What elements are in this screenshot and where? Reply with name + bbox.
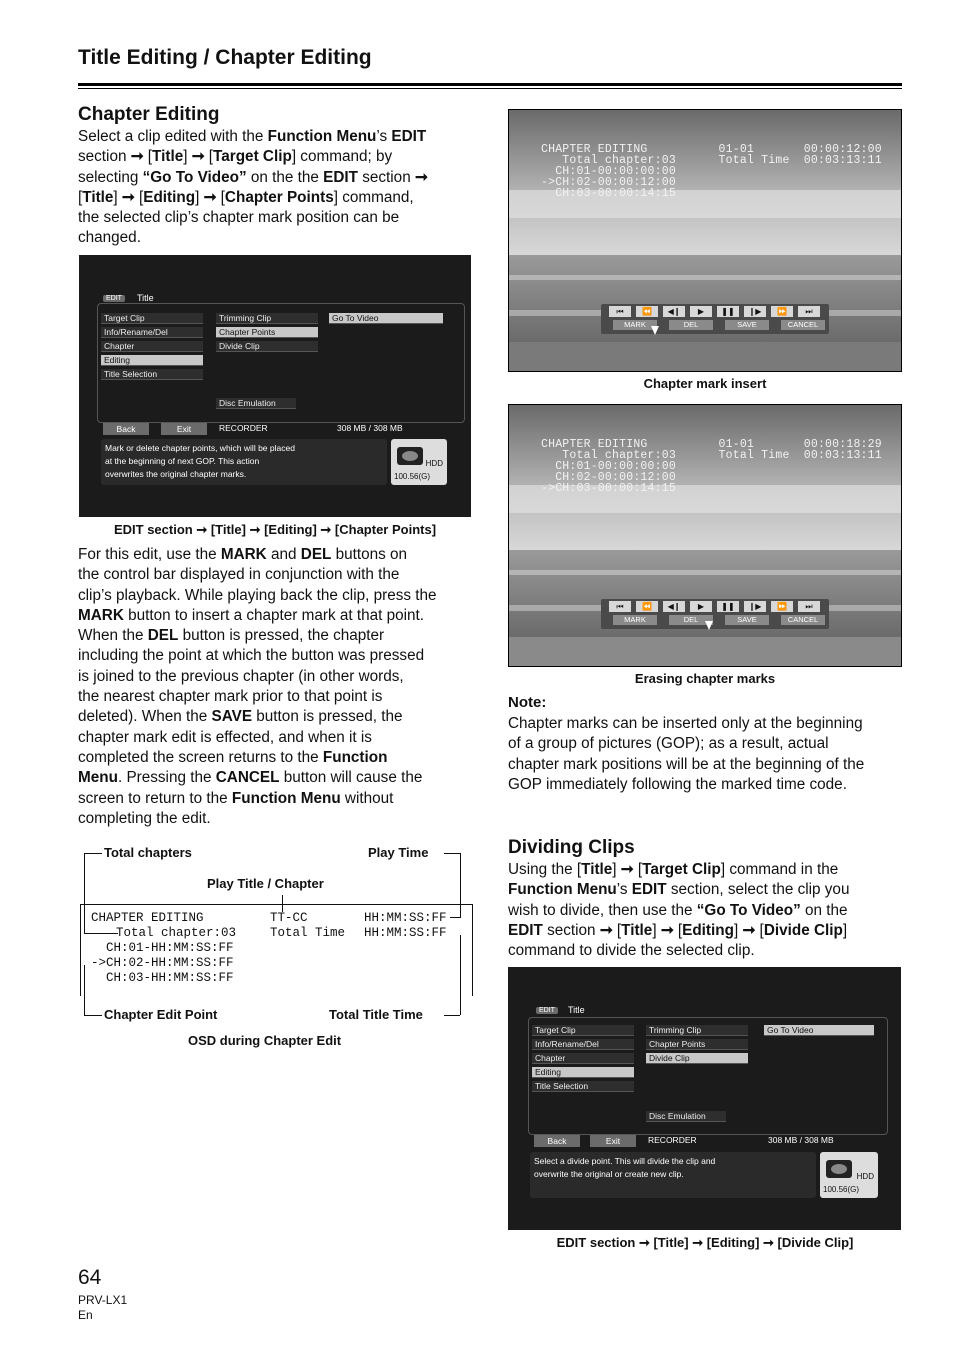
play-button[interactable]: ▶	[690, 306, 712, 317]
text-line: chapter mark edit is effected, and when it is	[78, 728, 372, 746]
note-body	[508, 714, 908, 795]
menu-item-chapter[interactable]: Chapter	[532, 1053, 634, 1064]
menu-item-title-selection[interactable]: Title Selection	[101, 369, 203, 380]
fast-forward-button[interactable]: ⏩	[771, 306, 793, 317]
label-chapter-edit-point: Chapter Edit Point	[104, 1007, 218, 1022]
note-line: GOP immediately following the marked time code.	[508, 775, 847, 793]
osd-box-right	[472, 904, 473, 996]
figure-caption-mark-insert: Chapter mark insert	[643, 376, 767, 391]
connector	[460, 935, 461, 1015]
arrow-icon: ➞	[660, 921, 674, 939]
note-line: Chapter marks can be inserted only at the beginning	[508, 715, 863, 732]
osd-row2-left: Total chapter:03	[116, 926, 237, 940]
osd-text	[541, 439, 882, 494]
text-line: screen to return to the Function Menu without	[78, 789, 394, 807]
text-line: completed the screen returns to the Function	[78, 748, 388, 766]
text-line: including the point at which the button was pressed	[78, 647, 425, 665]
step-forward-button[interactable]: ❙▶	[744, 306, 766, 317]
text-line: Select a clip edited with the Function Menu’s EDIT	[78, 128, 427, 145]
header-rule-thin	[78, 88, 902, 89]
pause-button[interactable]: ❚❚	[717, 601, 739, 612]
chapter-editing-body	[78, 545, 478, 829]
osd-row2-mid: Total Time	[270, 926, 346, 940]
text-line: clip’s playback. While playing back the clip, press the	[78, 586, 437, 604]
menu-item-info[interactable]: Info/Rename/Del	[532, 1039, 634, 1050]
save-button[interactable]: SAVE	[725, 320, 769, 330]
capacity-readout: 308 MB / 308 MB	[337, 423, 403, 433]
text-line: deleted). When the SAVE button is pressed, the	[78, 708, 403, 726]
hdd-box	[391, 439, 447, 485]
disc-emulation-item[interactable]: Disc Emulation	[646, 1111, 726, 1122]
osd-line: CH:01-00:00:00:00	[541, 165, 676, 178]
text-line: selecting “Go To Video” on the the EDIT section ➞	[78, 168, 478, 188]
figure-caption-divide-clip: EDIT section ➞ [Title] ➞ [Editing] ➞ [Divide Clip]	[556, 1235, 854, 1250]
go-to-video-option[interactable]: Go To Video	[764, 1025, 874, 1036]
label-play-title-chapter: Play Title / Chapter	[207, 876, 324, 891]
arrow-icon: ➞	[203, 188, 217, 206]
text-line: is joined to the previous chapter (in other words,	[78, 667, 404, 685]
play-button[interactable]: ▶	[690, 601, 712, 612]
text-line: Function Menu’s EDIT section, select the clip you	[508, 881, 850, 899]
arrow-icon: ➞	[414, 168, 428, 186]
osd-text	[541, 144, 882, 199]
arrow-icon: ➞	[742, 921, 756, 939]
model-label: PRV-LX1	[78, 1293, 128, 1307]
text-line: the nearest chapter mark prior to that point is	[78, 688, 383, 706]
back-button[interactable]: Back	[103, 423, 149, 435]
message-line: overwrite the original or create new clip.	[534, 1169, 684, 1179]
label-play-time: Play Time	[368, 845, 429, 860]
osd-diagram	[78, 840, 478, 1055]
osd-chapter-row: ->CH:02-HH:MM:SS:FF	[91, 956, 234, 970]
hdd-box	[820, 1152, 878, 1198]
message-line: Mark or delete chapter points, which will be placed	[105, 443, 295, 453]
connector	[84, 965, 85, 1015]
text-line: [Title] ➞ [Editing] ➞ [Chapter Points] command,	[78, 188, 478, 208]
sub-item-chapter-points[interactable]: Chapter Points	[646, 1039, 748, 1050]
osd-row1-left: CHAPTER EDITING	[91, 911, 204, 925]
arrow-icon: ➞	[599, 921, 613, 939]
sub-item-trimming[interactable]: Trimming Clip	[646, 1025, 748, 1036]
step-forward-button[interactable]: ❙▶	[744, 601, 766, 612]
hdd-size: 100.56(G)	[394, 472, 431, 481]
mark-button[interactable]: MARK	[613, 320, 657, 330]
header-rule	[78, 83, 902, 86]
menu-message	[101, 439, 387, 485]
fast-forward-button[interactable]: ⏩	[771, 601, 793, 612]
text-line: wish to divide, then use the “Go To Video” on the	[508, 901, 848, 919]
osd-line: ->CH:03-00:00:14:15	[541, 482, 676, 495]
hdd-size: 100.56(G)	[823, 1185, 860, 1194]
osd-row1-right: HH:MM:SS:FF	[364, 911, 447, 925]
osd-line: Total chapter:03 Total Time 00:03:13:11	[541, 154, 882, 167]
mark-button[interactable]: MARK	[613, 615, 657, 625]
arrow-icon: ➞	[130, 148, 144, 166]
connector	[84, 1015, 102, 1016]
text-line: Menu. Pressing the CANCEL button will cause the	[78, 769, 423, 787]
connector	[450, 917, 461, 918]
go-to-video-option[interactable]: Go To Video	[329, 313, 443, 324]
text-line: the control bar displayed in conjunction with the	[78, 566, 400, 584]
connector	[84, 853, 102, 854]
language-label: En	[78, 1308, 93, 1322]
connector	[444, 853, 460, 854]
text-line: command to divide the selected clip.	[508, 942, 755, 960]
label-total-chapters: Total chapters	[104, 845, 192, 860]
osd-box-top	[80, 904, 472, 905]
text-line: EDIT section ➞ [Title] ➞ [Editing] ➞ [Divide Clip]	[508, 921, 908, 941]
page-number: 64	[78, 1266, 102, 1289]
text-line: MARK button to insert a chapter mark at that point.	[78, 606, 425, 624]
recorder-label: RECORDER	[648, 1135, 697, 1145]
text-line: When the DEL button is pressed, the chapter	[78, 627, 385, 645]
hdd-label: HDD	[425, 459, 443, 468]
menu-item-editing[interactable]: Editing	[532, 1067, 634, 1078]
rewind-button[interactable]: ⏪	[636, 306, 658, 317]
exit-button[interactable]: Exit	[590, 1135, 636, 1147]
text-line: For this edit, use the MARK and DEL buttons on	[78, 546, 408, 563]
skip-forward-button[interactable]: ⏭	[798, 601, 820, 612]
dividing-clips-body	[508, 860, 908, 961]
osd-box-left	[80, 904, 81, 996]
menu-item-target-clip[interactable]: Target Clip	[101, 313, 203, 324]
figure-caption-chapter-points: EDIT section ➞ [Title] ➞ [Editing] ➞ [Chapter Points]	[113, 522, 437, 537]
step-back-button[interactable]: ◀❙	[663, 601, 685, 612]
menu-item-chapter[interactable]: Chapter	[101, 341, 203, 352]
video-screenshot-mark-insert	[508, 109, 902, 372]
text-line: section ➞ [Title] ➞ [Target Clip] command; by	[78, 147, 478, 167]
edit-tab: EDIT	[103, 295, 125, 302]
recorder-label: RECORDER	[219, 423, 268, 433]
osd-line: CH:01-00:00:00:00	[541, 460, 676, 473]
save-button[interactable]: SAVE	[725, 615, 769, 625]
sub-item-trimming[interactable]: Trimming Clip	[216, 313, 318, 324]
text-line: changed.	[78, 229, 141, 247]
message-line: Select a divide point. This will divide the clip and	[534, 1156, 716, 1166]
chapter-editing-heading: Chapter Editing	[78, 104, 220, 125]
control-bar	[601, 599, 829, 629]
step-back-button[interactable]: ◀❙	[663, 306, 685, 317]
arrow-icon: ➞	[191, 148, 205, 166]
skip-back-button[interactable]: ⏮	[609, 306, 631, 317]
cancel-button[interactable]: CANCEL	[781, 615, 825, 625]
connector	[460, 853, 461, 917]
chapter-editing-intro	[78, 127, 478, 249]
skip-forward-button[interactable]: ⏭	[798, 306, 820, 317]
osd-row1-mid: TT-CC	[270, 911, 308, 925]
hdd-label: HDD	[856, 1172, 874, 1181]
arrow-icon: ➞	[620, 861, 634, 878]
osd-diagram-caption: OSD during Chapter Edit	[188, 1033, 342, 1048]
osd-line: CH:03-00:00:14:15	[541, 187, 676, 200]
back-button[interactable]: Back	[534, 1135, 580, 1147]
osd-line: ->CH:02-00:00:12:00	[541, 176, 676, 189]
dividing-clips-heading: Dividing Clips	[508, 837, 635, 858]
message-line: overwrites the original chapter marks.	[105, 469, 247, 479]
cancel-button[interactable]: CANCEL	[781, 320, 825, 330]
figure-caption-erase: Erasing chapter marks	[634, 671, 776, 686]
menu-message	[530, 1152, 816, 1198]
menu-item-title-selection[interactable]: Title Selection	[532, 1081, 634, 1092]
label-total-title-time: Total Title Time	[329, 1007, 423, 1022]
connector	[84, 933, 118, 934]
edit-tab: EDIT	[536, 1007, 558, 1014]
tab-title: Title	[137, 293, 154, 303]
hdd-icon	[395, 443, 425, 469]
rewind-button[interactable]: ⏪	[636, 601, 658, 612]
osd-line: CH:02-00:00:12:00	[541, 471, 676, 484]
arrow-icon: ➞	[121, 188, 135, 206]
osd-chapter-row: CH:03-HH:MM:SS:FF	[91, 971, 234, 985]
text-line: the selected clip’s chapter mark position can be	[78, 209, 400, 227]
video-screenshot-erase	[508, 404, 902, 667]
osd-line: CHAPTER EDITING 01-01 00:00:12:00	[541, 143, 882, 156]
skip-back-button[interactable]: ⏮	[609, 601, 631, 612]
osd-row2-right: HH:MM:SS:FF	[364, 926, 447, 940]
sub-item-divide-clip[interactable]: Divide Clip	[646, 1053, 748, 1064]
menu-screenshot-divide-clip	[508, 967, 901, 1230]
osd-line: CHAPTER EDITING 01-01 00:00:18:29	[541, 438, 882, 451]
note-line: of a group of pictures (GOP); as a result, actual	[508, 735, 829, 753]
text-line: completing the edit.	[78, 809, 211, 827]
osd-chapter-row: CH:01-HH:MM:SS:FF	[91, 941, 234, 955]
hdd-icon	[824, 1156, 854, 1182]
menu-item-editing[interactable]: Editing	[101, 355, 203, 366]
page-title: Title Editing / Chapter Editing	[78, 46, 372, 69]
menu-item-info[interactable]: Info/Rename/Del	[101, 327, 203, 338]
text-line: Using the [Title] ➞ [Target Clip] command in the	[508, 860, 908, 880]
exit-button[interactable]: Exit	[161, 423, 207, 435]
sub-item-divide-clip[interactable]: Divide Clip	[216, 341, 318, 352]
note-label: Note:	[508, 694, 547, 711]
capacity-readout: 308 MB / 308 MB	[768, 1135, 834, 1145]
pause-button[interactable]: ❚❚	[717, 306, 739, 317]
del-button[interactable]: DEL	[669, 320, 713, 330]
connector	[444, 1015, 460, 1016]
pointer-cursor-icon	[651, 326, 659, 335]
pointer-cursor-icon	[705, 621, 713, 630]
connector	[84, 853, 85, 933]
osd-line: Total chapter:03 Total Time 00:03:13:11	[541, 449, 882, 462]
del-button[interactable]: DEL	[669, 615, 713, 625]
tab-title: Title	[568, 1005, 585, 1015]
control-bar	[601, 304, 829, 334]
menu-item-target-clip[interactable]: Target Clip	[532, 1025, 634, 1036]
disc-emulation-item[interactable]: Disc Emulation	[216, 398, 296, 409]
message-line: at the beginning of next GOP. This action	[105, 456, 260, 466]
sub-item-chapter-points[interactable]: Chapter Points	[216, 327, 318, 338]
note-line: chapter mark positions will be at the beginning of the	[508, 755, 865, 773]
menu-screenshot-chapter-points	[79, 255, 471, 517]
